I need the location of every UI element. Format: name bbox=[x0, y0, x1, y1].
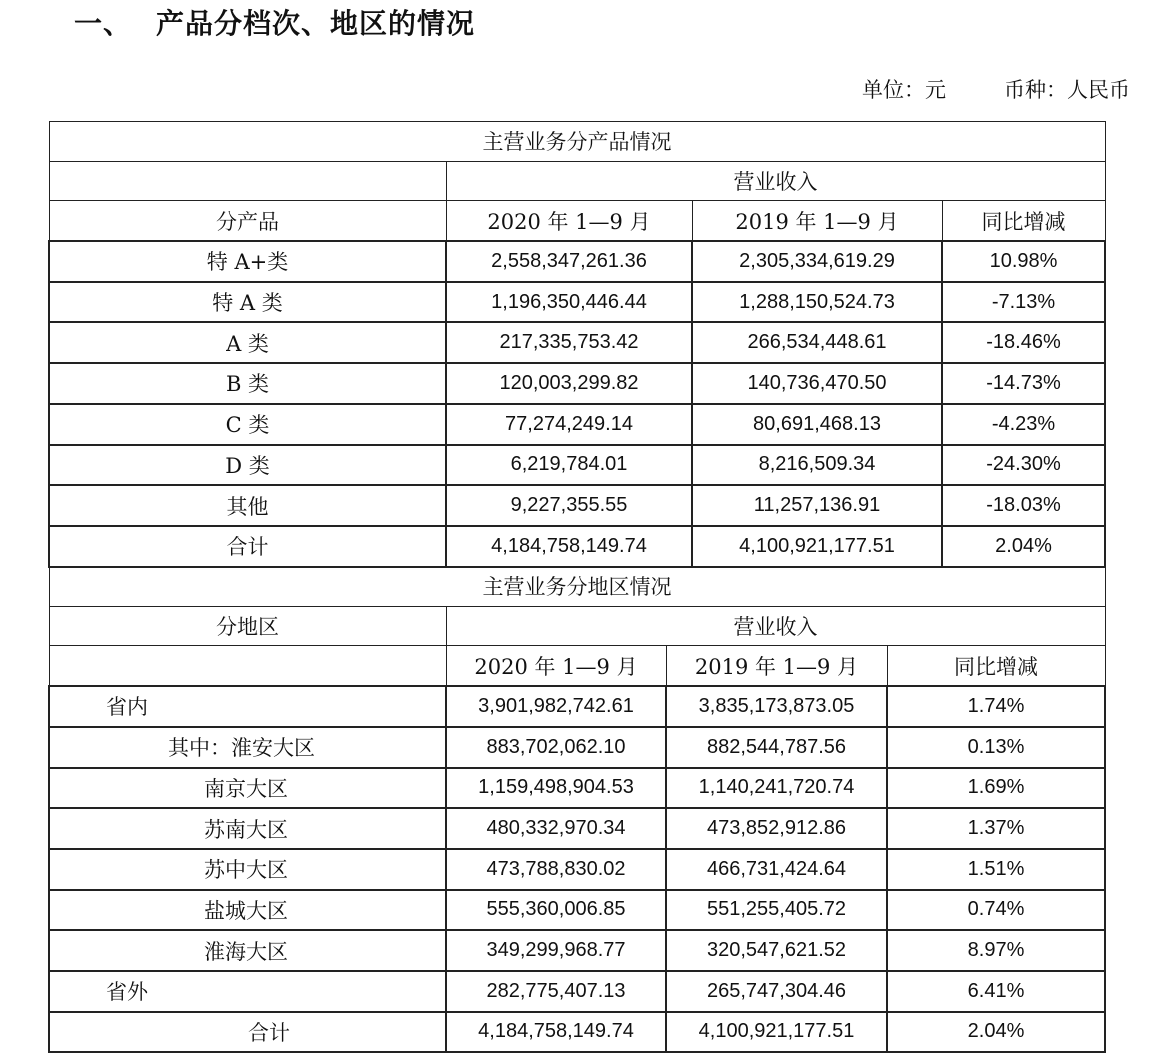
row-name: A 类 bbox=[49, 322, 446, 363]
value-change: 1.51% bbox=[887, 849, 1105, 890]
row-name: 其中：淮安大区 bbox=[49, 727, 446, 768]
product-rows bbox=[49, 241, 1105, 567]
value-change: -24.30% bbox=[942, 445, 1105, 486]
unit-line bbox=[862, 74, 1130, 104]
value-change: 8.97% bbox=[887, 930, 1105, 971]
table-row bbox=[49, 890, 1105, 931]
value-2019: 8,216,509.34 bbox=[692, 445, 942, 486]
table-row bbox=[49, 686, 1105, 727]
row-name: 苏中大区 bbox=[49, 849, 446, 890]
row-name: 淮海大区 bbox=[49, 930, 446, 971]
product-table bbox=[48, 121, 1106, 568]
value-2020: 480,332,970.34 bbox=[446, 808, 666, 849]
value-2020: 1,196,350,446.44 bbox=[446, 282, 692, 323]
col-region: 分地区 bbox=[49, 606, 446, 646]
value-change: 2.04% bbox=[942, 526, 1105, 567]
value-change: 2.04% bbox=[887, 1012, 1105, 1053]
table-row bbox=[49, 445, 1105, 486]
empty-header-cell bbox=[49, 161, 446, 201]
row-name: D 类 bbox=[49, 445, 446, 486]
value-2019: 3,835,173,873.05 bbox=[666, 686, 887, 727]
value-2019: 140,736,470.50 bbox=[692, 363, 942, 404]
table-row bbox=[49, 930, 1105, 971]
row-name: 其他 bbox=[49, 485, 446, 526]
value-change: -18.03% bbox=[942, 485, 1105, 526]
value-change: 0.13% bbox=[887, 727, 1105, 768]
table-row bbox=[49, 1012, 1105, 1053]
currency-label: 币种：人民币 bbox=[1004, 78, 1130, 102]
value-2019: 266,534,448.61 bbox=[692, 322, 942, 363]
unit-label: 单位：元 bbox=[862, 78, 946, 102]
value-2020: 9,227,355.55 bbox=[446, 485, 692, 526]
table-row bbox=[49, 768, 1105, 809]
table-row bbox=[49, 404, 1105, 445]
value-change: -18.46% bbox=[942, 322, 1105, 363]
row-name: 合计 bbox=[49, 526, 446, 567]
row-name: 盐城大区 bbox=[49, 890, 446, 931]
region-name: 合计 bbox=[49, 1012, 446, 1053]
table-row bbox=[49, 322, 1105, 363]
col-product: 分产品 bbox=[49, 201, 446, 241]
empty-header-cell bbox=[49, 646, 446, 686]
section-heading bbox=[74, 2, 475, 42]
row-name: C 类 bbox=[49, 404, 446, 445]
value-2019: 265,747,304.46 bbox=[666, 971, 887, 1012]
value-change: -14.73% bbox=[942, 363, 1105, 404]
table-row bbox=[49, 241, 1105, 282]
value-2019: 11,257,136.91 bbox=[692, 485, 942, 526]
table-row bbox=[49, 485, 1105, 526]
value-2020: 282,775,407.13 bbox=[446, 971, 666, 1012]
value-2019: 551,255,405.72 bbox=[666, 890, 887, 931]
row-name: 特 A+类 bbox=[49, 241, 446, 282]
value-2019: 466,731,424.64 bbox=[666, 849, 887, 890]
value-2020: 349,299,968.77 bbox=[446, 930, 666, 971]
value-change: -7.13% bbox=[942, 282, 1105, 323]
value-2020: 217,335,753.42 bbox=[446, 322, 692, 363]
col-2020: 2020 年 1—9 月 bbox=[446, 201, 692, 241]
value-2020: 473,788,830.02 bbox=[446, 849, 666, 890]
row-name: 南京大区 bbox=[49, 768, 446, 809]
value-2019: 1,288,150,524.73 bbox=[692, 282, 942, 323]
value-change: 6.41% bbox=[887, 971, 1105, 1012]
region-revenue-header: 营业收入 bbox=[446, 606, 1105, 646]
value-2019: 4,100,921,177.51 bbox=[666, 1012, 887, 1053]
region-section-title: 主营业务分地区情况 bbox=[49, 567, 1105, 607]
value-2020: 1,159,498,904.53 bbox=[446, 768, 666, 809]
section-number: 一、 bbox=[74, 7, 133, 40]
value-2019: 2,305,334,619.29 bbox=[692, 241, 942, 282]
col-2019: 2019 年 1—9 月 bbox=[666, 646, 887, 686]
table-row bbox=[49, 363, 1105, 404]
value-2019: 473,852,912.86 bbox=[666, 808, 887, 849]
value-2020: 555,360,006.85 bbox=[446, 890, 666, 931]
region-name: 省内 bbox=[49, 686, 446, 727]
col-2019: 2019 年 1—9 月 bbox=[692, 201, 942, 241]
table-row bbox=[49, 808, 1105, 849]
value-2020: 2,558,347,261.36 bbox=[446, 241, 692, 282]
value-2020: 120,003,299.82 bbox=[446, 363, 692, 404]
product-revenue-header: 营业收入 bbox=[446, 161, 1105, 201]
value-change: -4.23% bbox=[942, 404, 1105, 445]
product-section-title: 主营业务分产品情况 bbox=[49, 122, 1105, 162]
value-2020: 3,901,982,742.61 bbox=[446, 686, 666, 727]
region-name: 省外 bbox=[49, 971, 446, 1012]
value-2020: 6,219,784.01 bbox=[446, 445, 692, 486]
value-change: 0.74% bbox=[887, 890, 1105, 931]
district-rows bbox=[49, 727, 1105, 971]
value-change: 1.37% bbox=[887, 808, 1105, 849]
table-row bbox=[49, 282, 1105, 323]
value-2019: 1,140,241,720.74 bbox=[666, 768, 887, 809]
col-change: 同比增减 bbox=[887, 646, 1105, 686]
row-name: 特 A 类 bbox=[49, 282, 446, 323]
section-title: 产品分档次、地区的情况 bbox=[156, 7, 476, 40]
value-change: 10.98% bbox=[942, 241, 1105, 282]
revenue-table-wrapper bbox=[48, 121, 1104, 1053]
table-row bbox=[49, 727, 1105, 768]
value-change: 1.74% bbox=[887, 686, 1105, 727]
value-2019: 80,691,468.13 bbox=[692, 404, 942, 445]
row-name: B 类 bbox=[49, 363, 446, 404]
value-2019: 882,544,787.56 bbox=[666, 727, 887, 768]
table-row bbox=[49, 971, 1105, 1012]
value-2020: 883,702,062.10 bbox=[446, 727, 666, 768]
col-change: 同比增减 bbox=[942, 201, 1105, 241]
value-2020: 77,274,249.14 bbox=[446, 404, 692, 445]
table-row bbox=[49, 849, 1105, 890]
value-change: 1.69% bbox=[887, 768, 1105, 809]
row-name: 苏南大区 bbox=[49, 808, 446, 849]
value-2019: 320,547,621.52 bbox=[666, 930, 887, 971]
region-table bbox=[48, 566, 1106, 1053]
table-row bbox=[49, 526, 1105, 567]
value-2019: 4,100,921,177.51 bbox=[692, 526, 942, 567]
value-2020: 4,184,758,149.74 bbox=[446, 1012, 666, 1053]
value-2020: 4,184,758,149.74 bbox=[446, 526, 692, 567]
col-2020: 2020 年 1—9 月 bbox=[446, 646, 666, 686]
